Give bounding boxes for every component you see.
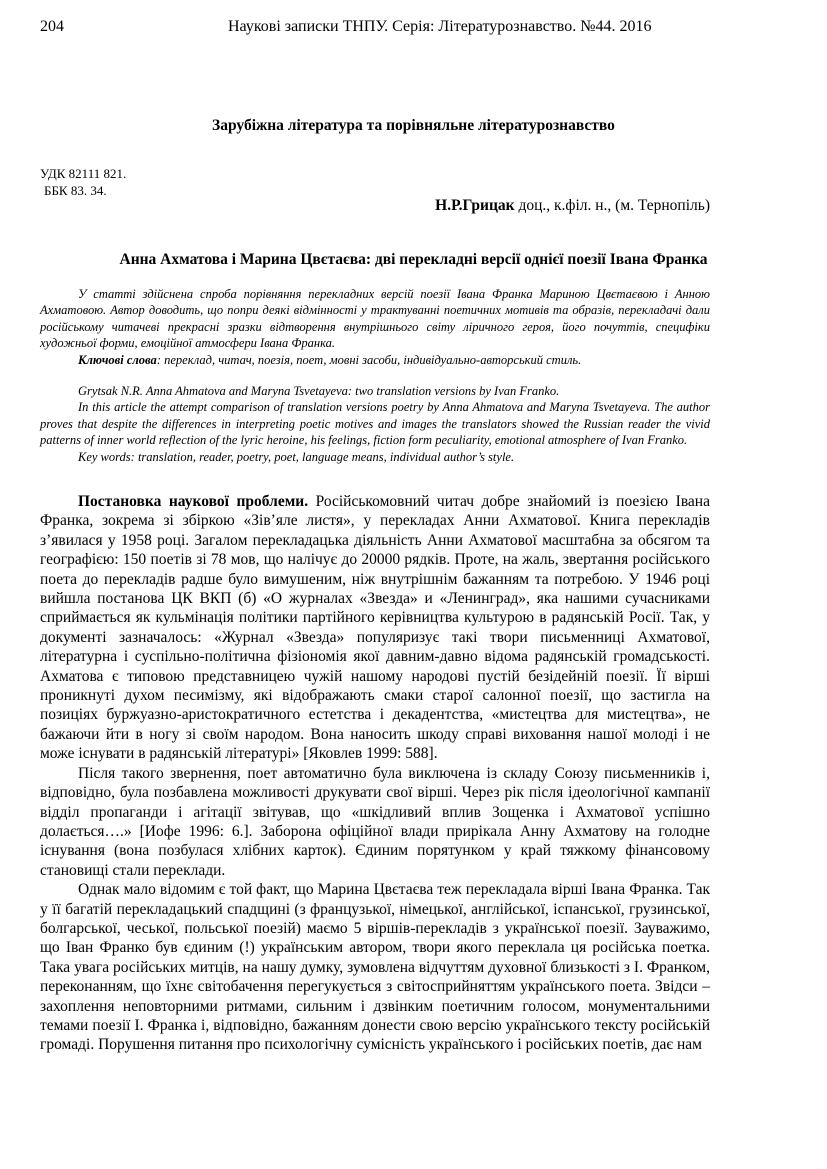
article-title: Анна Ахматова і Марина Цвєтаєва: дві перекладні версії однієї поезії Івана Франка xyxy=(119,251,708,268)
bbk-code: ББК 83. 34. xyxy=(44,183,107,198)
abstract-en-text: In this article the attempt comparison of translation versions poetry by Anna Ahmatova and Maryna Tsvetayeva. The author proves that despite the differences in interpreting poetic motives and images the translators showed the Russian reader the vivid patterns of inner world reflection of the lyric heroine, his feelings, fiction form peculiarity, emotional atmosphere of Ivan Franko. xyxy=(40,400,710,448)
abstract-uk-keywords xyxy=(40,352,710,368)
article-body xyxy=(40,492,710,1055)
abstract-english xyxy=(40,383,710,465)
body-paragraph-3: Однак мало відомим є той факт, що Марина Цвєтаєва теж перекладала вірші Івана Франка. Так у її багатій перекладацький спадщині (з французької, німецької, англійської, іспанської, грузинської, болгарської, чеської, польської поезій) маємо 5 віршів-перекладів з української поезії. Зауважимо, що Іван Франко був єдиним (!) українським автором, твори якого переклала ця російська поетка. Така увага російських митців, на нашу думку, зумовлена відчуттям духовної близькості з І. Франком, переконанням, що їхнє світобачення перегукується з світосприйняттям українського поета. Звідси – захоплення неповторними ритмами, сильним і дзвінким поетичним голосом, монументальними темами поезії І. Франка і, відповідно, бажанням донести свою версію українського тексту російській громаді. Порушення питання про психологічну сумісність українського і російських поетів, дає нам xyxy=(40,881,710,1054)
journal-header: Наукові записки ТНПУ. Серія: Літературознавство. №44. 2016 xyxy=(228,18,652,35)
abstract-uk-text: У статті здійснена спроба порівняння перекладних версій поезії Івана Франка Мариною Цвєтаєвою і Анною Ахматовою. Автор доводить, що попри деякі відмінності у трактуванні поетичних мотивів та образів, перекладачі дали російському читачеві прекрасні зразки відтворення внутрішнього світу ліричного героя, його почуттів, специфіки художньої форми, емоційної атмосфери Івана Франка. xyxy=(40,287,710,351)
body-paragraph-1-text: Російськомовний читач добре знайомий із поезією Івана Франка, зокрема зі збіркою «Зів’яле листя», у перекладах Анни Ахматової. Книга перекладів з’явилася у 1958 році. Загалом перекладацька діяльність Анни Ахматової масштабна за обсягом та географією: 150 поетів зі 78 мов, що налічує до 20000 рядків. Проте, на жаль, звертання російського поета до перекладів радше було вимушеним, ніж внутрішнім бажанням та потребою. У 1946 році вийшла постанова ЦК ВКП (б) «О журналах «Звезда» и «Ленинград», яка нашими сучасниками сприймається як кульмінація політики партійного керівництва культурою в радянській Росії. Так, у документі зазначалось: «Журнал «Звезда» популяризує такі твори письменниці Ахматової, літературна і суспільно-політична фізіономія якої давним-давно відома радянській громадськості. Ахматова є типовою представницею чужій нашому народові пустій безідейній поезії. Її вірші проникнуті духом песимізму, які відображають смаки старої салонної поезії, що застигла на позиціях буржуазно-аристократичного естетства і декадентства, «мистецтва для мистецтва», не бажаючи йти в ногу зі своїм народом. Вона наносить шкоду справі виховання нашої молоді і не може існувати в радянській літературі» [Яковлев 1999: 588]. xyxy=(40,493,710,763)
author-details: доц., к.філ. н., (м. Тернопіль) xyxy=(514,197,710,214)
keywords-label: Ключові слова xyxy=(78,352,157,367)
body-paragraph-2: Після такого звернення, поет автоматично була виключена із складу Союзу письменників і, відповідно, була позбавлена можливості друкувати свої вірші. Через рік після ідеологічної кампанії відділ пропаганди і агітації звітував, що «шкідливий вплив Зощенка і Ахматової успішно долається….» [Иофе 1996: 6.]. Заборона офіційної влади прирікала Анну Ахматову на голодне існування (вона позбулася хлібних карток). Єдиним порятунком у край тяжкому фінансовому становищі стали переклади. xyxy=(40,764,710,879)
page-number: 204 xyxy=(40,18,64,35)
abstract-en-keywords: Key words: translation, reader, poetry, poet, language means, individual author’s style. xyxy=(78,449,515,464)
body-paragraph-1 xyxy=(40,492,710,764)
author-name: Н.Р.Грицак xyxy=(435,197,515,214)
abstract-en-citation: Grytsak N.R. Anna Ahmatova and Maryna Tsvetayeva: two translation versions by Ivan Franko. xyxy=(78,384,560,398)
section-title: Зарубіжна література та порівняльне літературознавство xyxy=(212,117,615,134)
problem-statement-heading: Постановка наукової проблеми. xyxy=(78,493,309,510)
abstract-ukrainian xyxy=(40,286,710,368)
udk-code: УДК 82111 821. xyxy=(40,166,127,181)
keywords-list: : переклад, читач, поезія, поет, мовні засоби, індивідуально-авторський стиль. xyxy=(156,352,582,367)
author-line xyxy=(435,197,710,215)
